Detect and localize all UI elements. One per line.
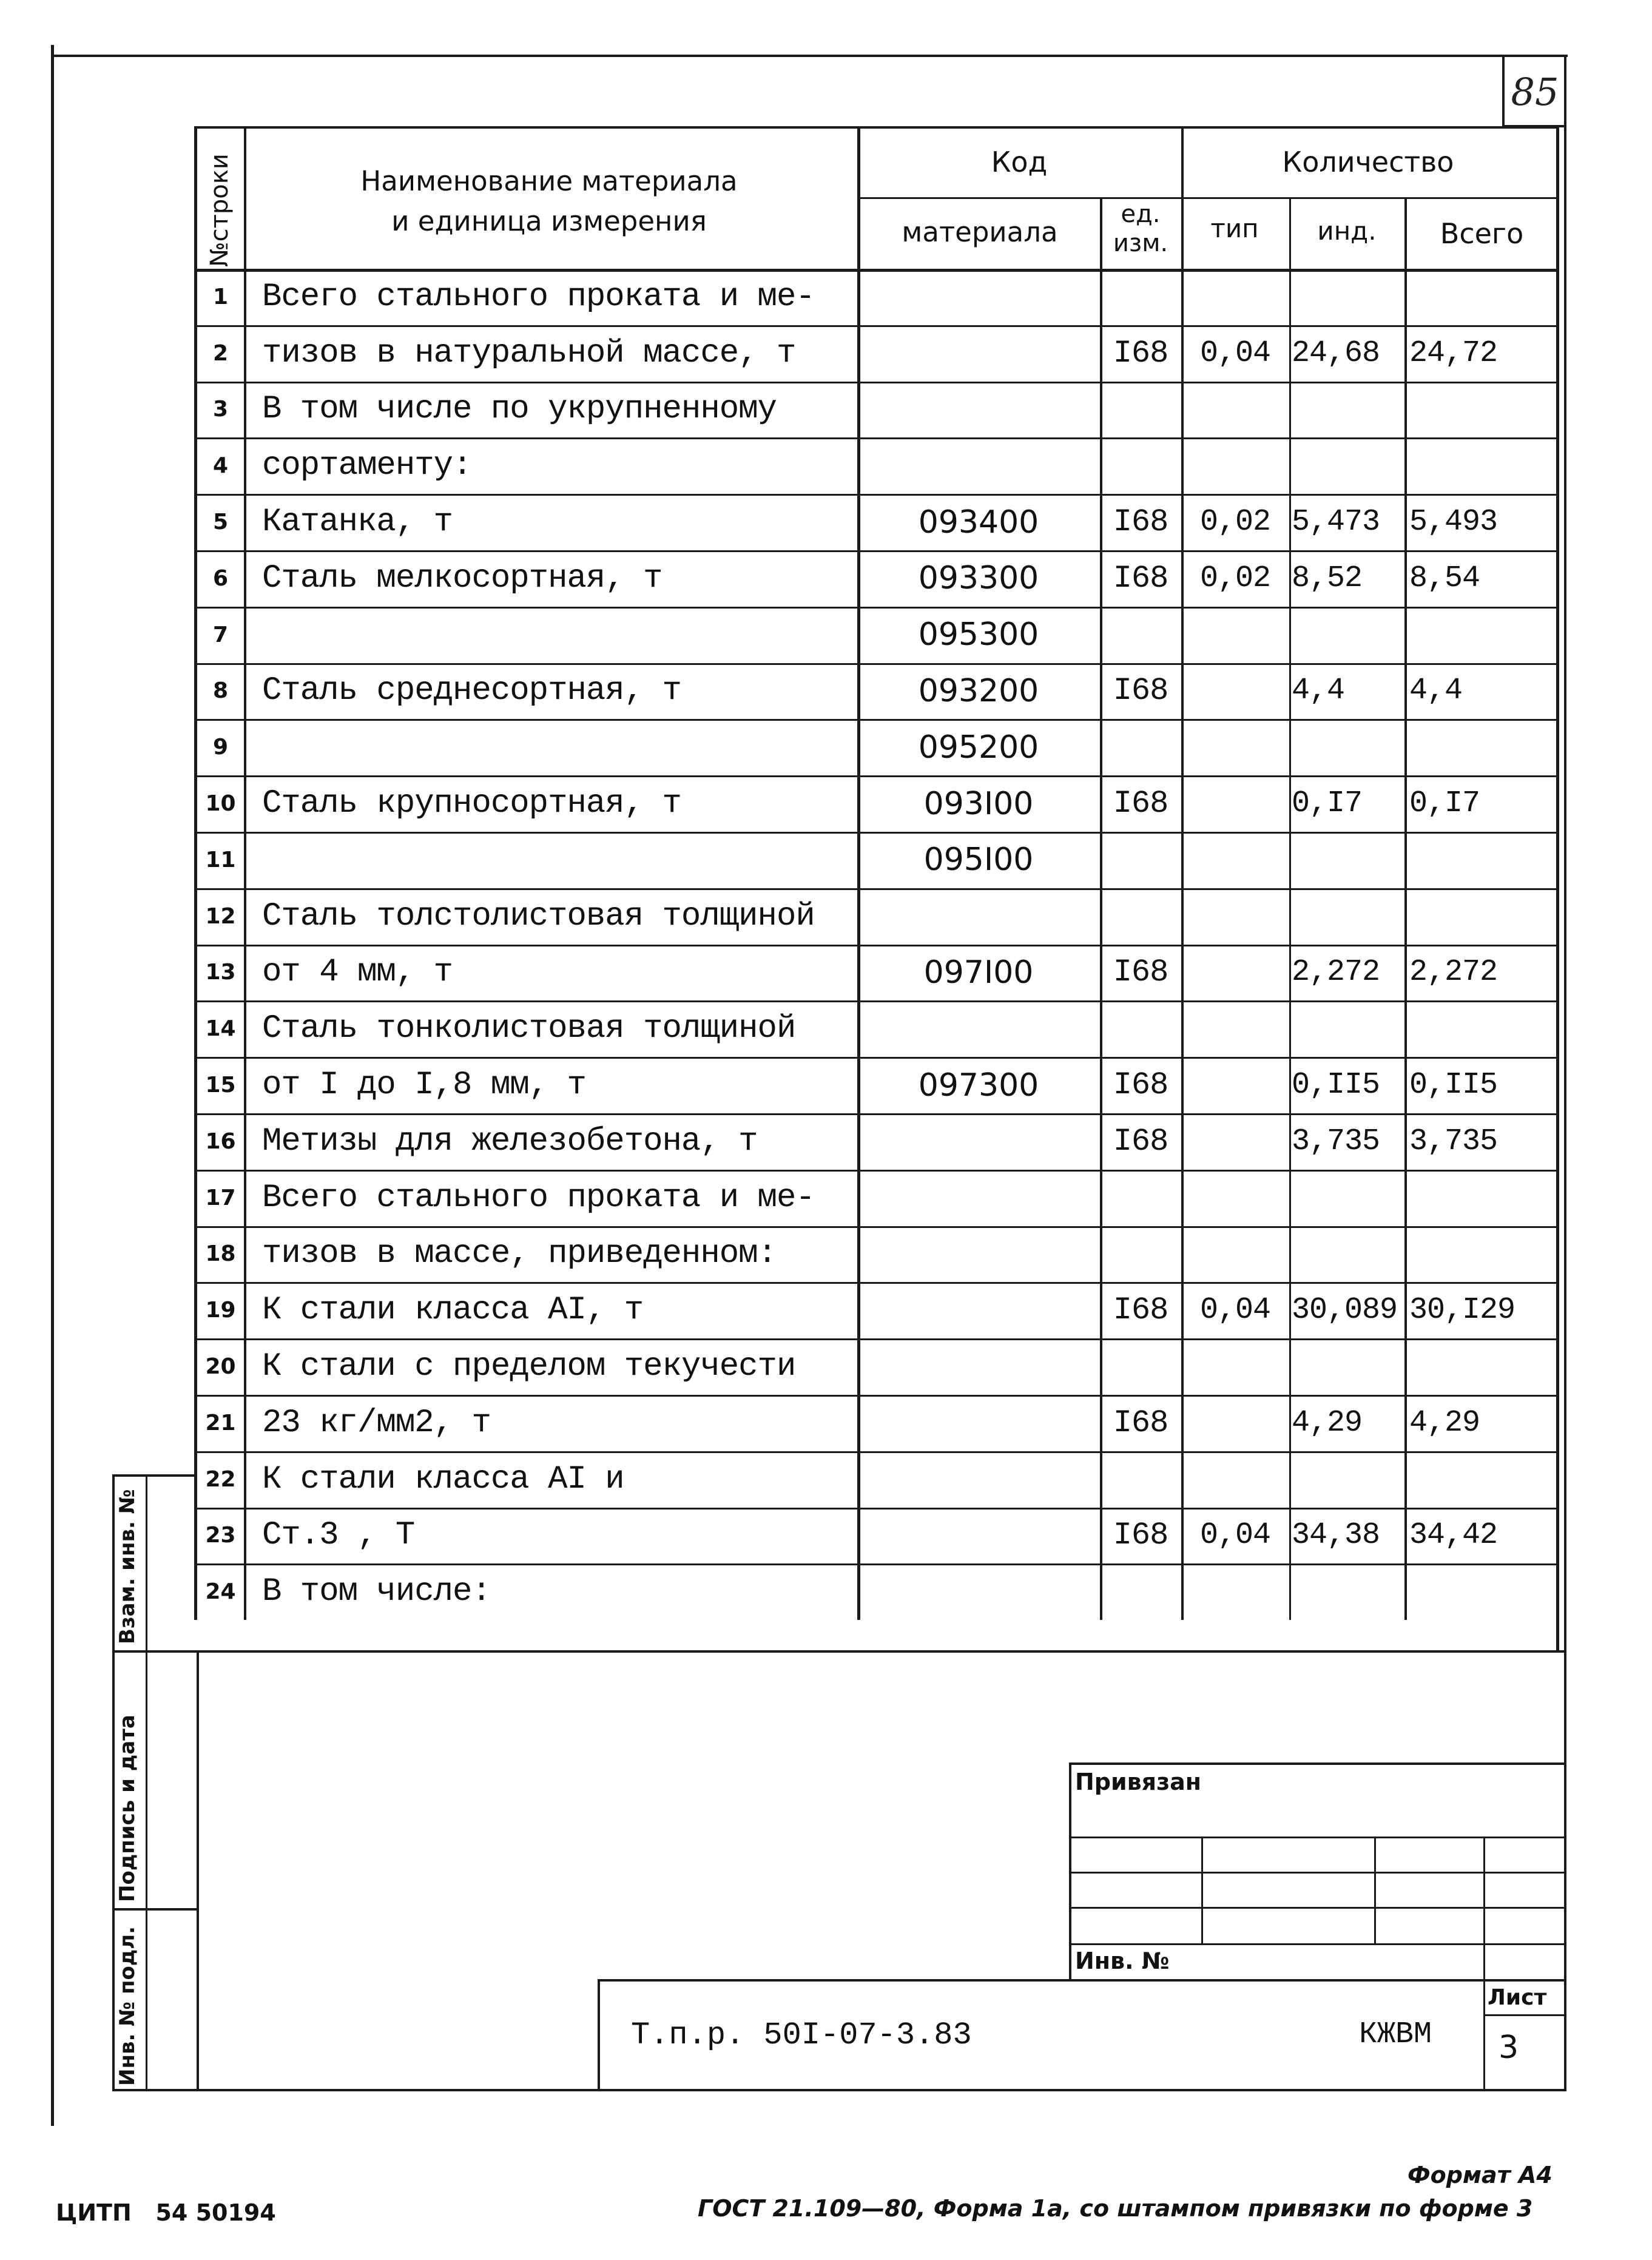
header-code-unit-2: изм. [1113, 229, 1168, 257]
sheet-label-divider [1483, 2014, 1566, 2016]
material-code-cell [857, 1338, 1100, 1395]
qty-type-cell: 0,04 [1199, 336, 1271, 371]
qty-type-cell [1181, 437, 1289, 494]
material-code-cell: 093300 [918, 560, 1039, 597]
qty-total-cell [1409, 382, 1556, 438]
row-number-cell: 17 [205, 1185, 236, 1210]
qty-total-cell [1409, 1170, 1556, 1226]
unit-code-cell: I68 [1113, 335, 1168, 371]
material-code-cell: 093200 [918, 672, 1039, 709]
sheet-number: 3 [1499, 2029, 1519, 2066]
qty-ind-cell [1292, 1226, 1404, 1283]
qty-type-cell [1181, 607, 1289, 663]
footer-left: ЦИТП 54 50194 [56, 2199, 276, 2226]
material-name-cell: К стали класса АI и [262, 1460, 624, 1498]
unit-code-cell [1100, 1451, 1181, 1508]
material-name-cell: 23 кг/мм2, т [262, 1404, 491, 1442]
qty-ind-cell: 30,089 [1292, 1293, 1398, 1328]
row-number-cell: 3 [212, 397, 229, 422]
qty-type-cell [1181, 945, 1289, 1001]
header-name-line1: Наименование материала [360, 165, 738, 197]
qty-type-cell [1181, 1338, 1289, 1395]
qty-type-cell: 0,02 [1199, 561, 1271, 596]
qty-total-cell [1409, 1338, 1556, 1395]
qty-type-cell [1181, 1057, 1289, 1113]
material-name-cell: Сталь крупносортная, т [262, 785, 681, 823]
qty-ind-cell: 4,29 [1292, 1405, 1363, 1440]
row-number-cell: 23 [205, 1523, 236, 1548]
row-number-cell: 9 [212, 735, 229, 760]
qty-ind-cell [1292, 437, 1404, 494]
qty-total-cell: 5,493 [1409, 505, 1498, 540]
unit-code-cell [1100, 719, 1181, 775]
unit-code-cell [1100, 382, 1181, 438]
qty-type-cell [1181, 888, 1289, 945]
qty-type-cell [1181, 832, 1289, 888]
qty-type-cell [1181, 1170, 1289, 1226]
material-code-cell [857, 1451, 1100, 1508]
qty-total-cell [1409, 269, 1556, 325]
qty-ind-cell: 0,I7 [1292, 786, 1363, 821]
row-number-cell: 14 [205, 1016, 236, 1042]
unit-code-cell: I68 [1113, 1067, 1168, 1104]
material-name-cell [262, 719, 854, 775]
header-qty-ind: инд. [1317, 216, 1377, 246]
qty-ind-cell: 8,52 [1292, 561, 1363, 596]
side-strip-div2 [112, 1908, 197, 1911]
row-number-cell: 12 [205, 903, 236, 929]
qty-total-cell: 3,735 [1409, 1124, 1498, 1159]
qty-ind-cell [1292, 1000, 1404, 1057]
row-number-cell: 1 [212, 284, 229, 309]
side-label-inv-podl: Инв. № подл. [115, 1926, 140, 2086]
material-name-cell: Сталь толстолистовая толщиной [262, 897, 815, 935]
material-name-cell: тизов в массе, приведенном: [262, 1235, 777, 1273]
material-name-cell: Метизы для железобетона, т [262, 1122, 758, 1160]
stamp-row1 [1069, 1837, 1566, 1838]
qty-type-cell [1181, 1000, 1289, 1057]
qty-ind-cell [1292, 1451, 1404, 1508]
qty-total-cell [1409, 719, 1556, 775]
project-mark: КЖВМ [1359, 2017, 1432, 2052]
material-code-cell [857, 1113, 1100, 1170]
qty-total-cell [1409, 1563, 1556, 1620]
qty-type-cell [1181, 1113, 1289, 1170]
qty-type-cell: 0,04 [1199, 1293, 1271, 1328]
material-name-cell: сортаменту: [262, 447, 472, 485]
unit-code-cell [1100, 1000, 1181, 1057]
qty-total-cell: 2,272 [1409, 955, 1498, 990]
table-top-line [194, 126, 1559, 129]
side-label-vzam: Взам. инв. № [115, 1489, 140, 1644]
material-code-cell [857, 269, 1100, 325]
unit-code-cell [1100, 437, 1181, 494]
qty-ind-cell [1292, 382, 1404, 438]
unit-code-cell: I68 [1113, 786, 1168, 822]
qty-type-cell [1181, 1226, 1289, 1283]
qty-ind-cell: 2,272 [1292, 955, 1380, 990]
material-name-cell: Ст.3 , Т [262, 1517, 415, 1554]
table-header-mid-line [857, 197, 1559, 199]
stamp-col3 [1483, 1837, 1485, 2091]
unit-code-cell: I68 [1113, 504, 1168, 541]
unit-code-cell [1100, 1338, 1181, 1395]
qty-ind-cell: 4,4 [1292, 673, 1345, 709]
unit-code-cell [1100, 1170, 1181, 1226]
qty-total-cell: 8,54 [1409, 561, 1480, 596]
qty-ind-cell: 3,735 [1292, 1124, 1380, 1159]
row-number-cell: 15 [205, 1073, 236, 1098]
qty-ind-cell [1292, 607, 1404, 663]
qty-ind-cell: 0,II5 [1292, 1068, 1380, 1103]
col-ind-line [1404, 197, 1407, 1620]
unit-code-cell: I68 [1113, 1123, 1168, 1159]
qty-ind-cell [1292, 832, 1404, 888]
stamp-row4 [1069, 1943, 1566, 1945]
material-code-cell: 093400 [918, 504, 1039, 541]
stamp-privyazan: Привязан [1075, 1769, 1202, 1795]
row-number-cell: 11 [205, 847, 236, 872]
qty-type-cell [1181, 1451, 1289, 1508]
header-row-number: №строки [206, 153, 234, 267]
qty-total-cell [1409, 888, 1556, 945]
unit-code-cell [1100, 832, 1181, 888]
material-name-cell: Сталь тонколистовая толщиной [262, 1010, 796, 1048]
material-name-cell: от 4 мм, т [262, 954, 453, 991]
material-name-cell: от I до I,8 мм, т [262, 1067, 586, 1104]
row-number-cell: 22 [205, 1466, 236, 1492]
row-number-cell: 2 [212, 340, 229, 366]
row-number-cell: 18 [205, 1241, 236, 1267]
material-name-cell: Сталь среднесортная, т [262, 672, 681, 710]
side-strip-right-lower [197, 1650, 199, 2091]
header-code-unit-1: ед. [1121, 200, 1161, 228]
unit-code-cell [1100, 888, 1181, 945]
qty-type-cell [1181, 269, 1289, 325]
page-number: 85 [1511, 70, 1559, 114]
qty-total-cell [1409, 832, 1556, 888]
material-name-cell: К стали класса АI, т [262, 1292, 644, 1329]
qty-ind-cell: 24,68 [1292, 336, 1380, 371]
qty-type-cell [1181, 719, 1289, 775]
row-number-cell: 16 [205, 1128, 236, 1154]
stamp-inv-no: Инв. № [1075, 1948, 1170, 1974]
qty-ind-cell [1292, 719, 1404, 775]
row-number-cell: 4 [212, 453, 229, 479]
material-name-cell [262, 832, 854, 888]
qty-ind-cell [1292, 1338, 1404, 1395]
material-code-cell: 093I00 [923, 785, 1034, 822]
material-name-cell: тизов в натуральной массе, т [262, 334, 796, 372]
header-quantity: Количество [1282, 146, 1454, 178]
material-name-cell: К стали с пределом текучести [262, 1348, 796, 1386]
stamp-col2 [1374, 1837, 1376, 1945]
unit-code-cell: I68 [1113, 560, 1168, 596]
row-number-cell: 13 [205, 960, 236, 985]
unit-code-cell [1100, 1226, 1181, 1283]
material-name-cell: Всего стального проката и ме- [262, 278, 815, 315]
qty-type-cell [1181, 663, 1289, 720]
title-block-top [598, 1979, 1566, 1982]
qty-ind-cell [1292, 1170, 1404, 1226]
side-strip-div1 [112, 1650, 1566, 1653]
row-number-cell: 6 [212, 565, 229, 591]
qty-total-cell: 4,29 [1409, 1405, 1480, 1440]
unit-code-cell: I68 [1113, 673, 1168, 709]
qty-ind-cell: 34,38 [1292, 1518, 1380, 1553]
sheet-label: Лист [1488, 1985, 1547, 2010]
qty-total-cell: 34,42 [1409, 1518, 1498, 1553]
qty-type-cell [1181, 1395, 1289, 1451]
row-number-cell: 5 [212, 510, 229, 535]
material-code-cell: 097I00 [923, 954, 1034, 991]
header-qty-total: Всего [1440, 217, 1524, 250]
qty-type-cell: 0,02 [1199, 505, 1271, 540]
material-code-cell: 095300 [918, 616, 1039, 653]
qty-total-cell [1409, 1226, 1556, 1283]
material-code-cell: 095200 [918, 729, 1039, 766]
header-name-line2: и единица измерения [391, 205, 707, 237]
material-name-cell: Всего стального проката и ме- [262, 1179, 815, 1216]
stamp-top [1069, 1762, 1566, 1765]
header-code: Код [991, 146, 1048, 178]
qty-total-cell: 0,II5 [1409, 1068, 1498, 1103]
header-code-material: материала [902, 216, 1058, 248]
qty-ind-cell [1292, 269, 1404, 325]
material-code-cell [857, 325, 1100, 382]
material-code-cell [857, 1563, 1100, 1620]
qty-type-cell: 0,04 [1199, 1518, 1271, 1553]
material-code-cell [857, 1000, 1100, 1057]
stamp-col1 [1201, 1837, 1203, 1945]
material-code-cell [857, 1226, 1100, 1283]
material-code-cell [857, 1508, 1100, 1564]
side-strip-top [112, 1474, 197, 1477]
material-code-cell [857, 437, 1100, 494]
unit-code-cell [1100, 1563, 1181, 1620]
qty-total-cell [1409, 607, 1556, 663]
unit-code-cell: I68 [1113, 1292, 1168, 1329]
material-code-cell [857, 1395, 1100, 1451]
side-label-podpis: Подпись и дата [115, 1715, 140, 1902]
qty-total-cell [1409, 1000, 1556, 1057]
qty-ind-cell [1292, 888, 1404, 945]
material-code-cell [857, 1170, 1100, 1226]
row-number-cell: 8 [212, 678, 229, 704]
row-number-cell: 19 [205, 1298, 236, 1323]
side-strip-mid [146, 1474, 147, 2091]
col-type-line [1289, 197, 1291, 1620]
material-code-cell: 097300 [918, 1067, 1039, 1104]
stamp-row3 [1069, 1907, 1566, 1909]
row-number-cell: 24 [205, 1579, 236, 1605]
row-number-cell: 21 [205, 1410, 236, 1435]
qty-type-cell [1181, 1563, 1289, 1620]
qty-type-cell [1181, 382, 1289, 438]
stamp-row2 [1069, 1872, 1566, 1874]
unit-code-cell [1100, 269, 1181, 325]
footer-format: Формат А4 [1408, 2162, 1553, 2188]
unit-code-cell [1100, 607, 1181, 663]
qty-total-cell [1409, 437, 1556, 494]
row-number-cell: 7 [212, 622, 229, 647]
unit-code-cell: I68 [1113, 1405, 1168, 1441]
material-code-cell [857, 382, 1100, 438]
material-name-cell: Сталь мелкосортная, т [262, 559, 662, 597]
qty-total-cell: 0,I7 [1409, 786, 1480, 821]
header-qty-type: тип [1210, 214, 1259, 243]
material-name-cell: В том числе: [262, 1573, 491, 1611]
qty-type-cell [1181, 775, 1289, 832]
unit-code-cell: I68 [1113, 1517, 1168, 1554]
material-name-cell [262, 607, 854, 663]
material-name-cell: В том числе по укрупненному [262, 391, 777, 428]
qty-total-cell: 4,4 [1409, 673, 1463, 709]
row-number-cell: 10 [205, 791, 236, 817]
footer-right: ГОСТ 21.109—80, Форма 1а, со штампом привязки по форме 3 [698, 2195, 1533, 2222]
row-number-cell: 20 [205, 1354, 236, 1380]
qty-total-cell: 24,72 [1409, 336, 1498, 371]
unit-code-cell: I68 [1113, 954, 1168, 991]
qty-total-cell: 30,I29 [1409, 1293, 1515, 1328]
material-code-cell: 095I00 [923, 842, 1034, 879]
material-code-cell [857, 888, 1100, 945]
material-code-cell [857, 1282, 1100, 1338]
side-strip-left [112, 1474, 115, 2091]
qty-ind-cell: 5,473 [1292, 505, 1380, 540]
title-block-left [598, 1979, 600, 2091]
project-code: Т.п.р. 50I-07-3.83 [631, 2017, 972, 2053]
qty-ind-cell [1292, 1563, 1404, 1620]
material-name-cell: Катанка, т [262, 504, 453, 541]
qty-total-cell [1409, 1451, 1556, 1508]
